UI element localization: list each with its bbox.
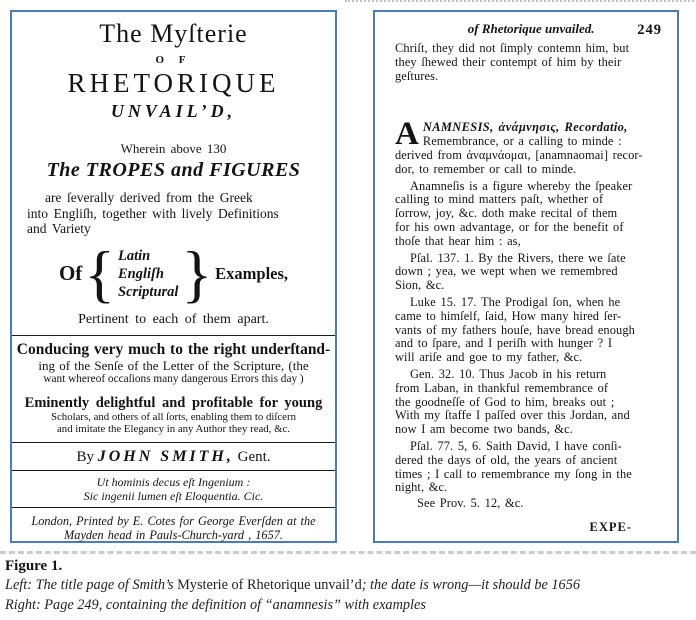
text-line: Ut hominis decus eſt Ingenium : [96,475,251,490]
text-line: Anamneſis is a figure whereby the ſpeaker [410,178,633,193]
text-line: dor, to remember or call to minde. [395,161,577,176]
intro-paragraph [395,42,664,83]
byline [12,448,335,466]
text-line: came to himſelf, ſaid, How many hired ſer- [395,308,622,323]
brace-item: Scriptural [118,283,179,300]
brace-items [118,247,178,301]
catchword: EXPE- [589,519,632,534]
by-label: By [76,449,94,466]
text-line: Sic ingenii lumen eſt Eloquentia. Cic. [83,488,264,503]
book-title-line4: UNVAIL’D, [110,101,237,121]
horizontal-rule [12,507,335,508]
text-line: now I am become two bands, &c. [395,422,573,437]
right-page-249 [373,10,679,543]
left-brace-glyph: { [84,237,115,309]
text-line: dered the days of old, the years of ancient [395,452,618,467]
anamnesis-definition [395,116,664,176]
page-number: 249 [637,22,662,38]
text-line: they ſhewed their contempt of him by their [395,54,622,69]
brace-item: Engliſh [118,265,164,282]
right-brace-glyph: } [181,237,213,309]
text-line: down ; yea, we wept when we remembred [395,264,618,279]
book-title-line2: O F [155,54,192,66]
text-line: Pſal. 77. 5, 6. Saith David, I have conſi- [410,438,622,453]
horizontal-rule [12,442,335,443]
wherein-line: Wherein above 130 [120,141,227,156]
author-name: JOHN SMITH, [97,448,234,466]
text-line: Eminently delightful and profitable for young [24,395,323,412]
brace-item: Latin [118,247,151,264]
book-title-line3: RHETORIQUE [67,68,280,98]
text-line: thoſe that hear him : as, [395,233,521,248]
latin-epigraph [12,476,335,503]
see-proverbs-line: See Prov. 5. 12, &c. [417,496,524,511]
text-line: into Engliſh, together with lively Definitions [27,205,279,221]
pertinent-line: Pertinent to each of them apart. [78,311,269,327]
drop-cap: A [395,116,419,153]
text-line: ing of the Senſe of the Letter of the Scripture, (the [38,357,309,373]
figure-explanation-paragraph [395,180,664,249]
text-line: London, Printed by E. Cotes for George Everſden at the [31,514,316,529]
text-line: geſtures. [395,68,439,83]
text-line: the goodneſſe of God to him, breaks out ; [395,394,615,409]
text-line: Sion, &c. [395,278,445,293]
scan-artifact-line-bottom [0,551,696,554]
text-line: and Variety [27,221,91,237]
caption-line-left [5,576,693,596]
derived-paragraph [12,190,335,237]
figure-caption [5,556,693,615]
text-line: times ; I call to remembrance my ſong in the [395,466,632,481]
text-line: Remembrance, or a calling to minde : [422,134,622,149]
text-line: Pſal. 137. 1. By the Rivers, there we ſate [410,250,626,265]
book-title-line1: The Myſterie [99,19,248,48]
text-line: Scholars, and others of all ſorts, enabling them to diſcern [51,411,296,424]
running-header: of Rhetorique unvailed. [467,21,595,36]
text-line: for his own advantage, or for the benefit of [395,219,624,234]
caption-line-right: Right: Page 249, containing the definition of “anamnesis” with examples [5,596,426,613]
text-line: want whereof occaſions many dangerous Errors this day ) [43,373,304,386]
text-line: derived from ἀναμνάομαι, [anamnaomai] recor- [395,147,643,162]
text-line: night, &c. [395,480,448,495]
text-line: NAMNESIS, ἀνάμνησις, Recordatio, [422,120,628,135]
text-line: Mayden head in Pauls-Church-yard , 1657. [64,528,283,543]
left-page-title-page [10,10,337,543]
text-line: and imitate the Elegancy in any Author they read, &c. [57,423,290,436]
running-header-row [395,22,664,39]
text-line: ſorrow, joy, &c. doth make recital of them [395,206,618,221]
caption-left-pre: Left: The title page of Smith’s [5,577,178,593]
tropes-figures-line: The TROPES and FIGURES [46,159,301,181]
text-line: are ſeverally derived from the Greek [45,190,253,205]
text-line: Luke 15. 17. The Prodigal ſon, when he [410,294,621,309]
caption-book-title: Mysterie of Rhetorique unvail’d [177,577,362,593]
of-label: Of [58,261,83,286]
horizontal-rule [12,470,335,471]
imprint [12,515,335,543]
examples-label: Examples, [215,263,289,283]
caption-left-post: ; the date is wrong—it should be 1656 [361,577,581,593]
text-line: Chriſt, they did not ſimply contemn him, but [395,41,630,55]
text-line: With my ſtaffe I paſſed over this Jordan, and [395,408,630,423]
text-line: will ariſe and goe to my father, &c. [395,350,583,365]
text-line: and to ſpare, and I periſh with hunger ? I [395,336,613,351]
gent-label: Gent. [237,449,271,466]
text-line: Conducing very much to the right underſtand- [16,340,331,358]
text-line: calling to mind matters paſt, whether of [395,192,604,207]
horizontal-rule [12,335,335,336]
psalm-77-paragraph [395,440,664,495]
examples-brace-group [12,237,335,309]
figure-label: Figure 1. [5,558,63,574]
genesis-32-paragraph [395,368,664,437]
text-line: vants of my fathers houſe, have bread enough [395,322,635,337]
scan-artifact-line-top [345,0,694,2]
luke-15-paragraph [395,296,664,365]
text-line: from Laban, in thankful remembrance of [395,380,609,395]
psalm-137-paragraph [395,252,664,293]
text-line: Gen. 32. 10. Thus Jacob in his return [410,366,607,381]
